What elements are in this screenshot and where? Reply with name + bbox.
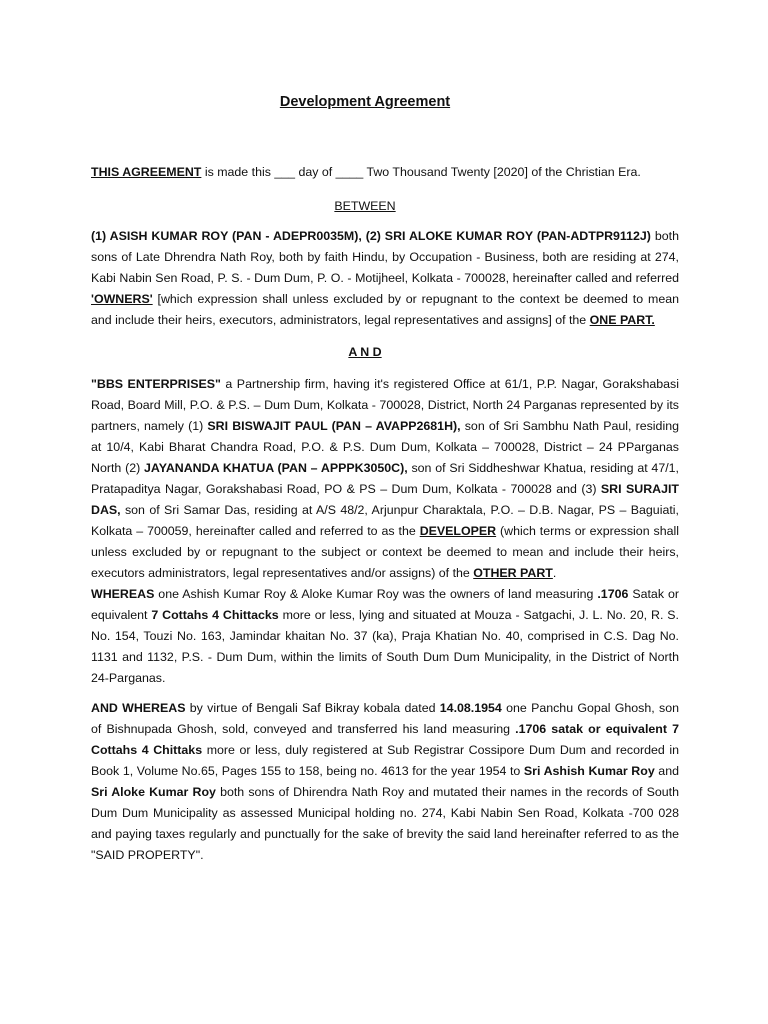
developer-text-2: son of Sri Sambhu Nath Paul, residing at 10/4, Kabi Bharat Chandra Road, P.O. & P.S. Dum Dum, Kolkata – 700028, District – 24 PParganas North (2) [91,419,679,475]
owners-parties: (1) ASISH KUMAR ROY (PAN - ADEPR0035M), (2) SRI ALOKE KUMAR ROY (PAN-ADTPR9112J) [91,229,651,243]
whereas-2-name-1: Sri Ashish Kumar Roy [523,764,655,778]
intro-paragraph [91,162,679,183]
owners-text-1: both sons of Late Dhrendra Nath Roy, both by faith Hindu, by Occupation - Business, both are residing at 274, Kabi Nabin Sen Road, P. S. - Dum Dum, P. O. - Motijheel, Kolkata - 700028, hereinafter called and referred [91,229,679,285]
whereas-1-area-2: 7 Cottahs 4 Chittacks [151,608,279,622]
developer-text-5: (which terms or expression shall unless excluded by or repugnant to the subject or context be deemed to mean and include their heirs, executors administrators, legal representatives and/or assigns) of the [91,524,680,580]
intro-lead: THIS AGREEMENT [91,165,202,179]
whereas-2-text-2: one Panchu Gopal Ghosh, son of Bishnupada Ghosh, sold, conveyed and transferred his land measuring [91,701,679,736]
partner-3: SRI SURAJIT DAS, [91,482,679,517]
document-title: Development Agreement [279,94,451,110]
whereas-2-text-4: and [654,764,679,778]
whereas-2-text-1: by virtue of Bengali Saf Bikray kobala dated [185,701,440,715]
developer-text-1: a Partnership firm, having it's registered Office at 61/1, P.P. Nagar, Gorakshabasi Road, Board Mill, P.O. & P.S. – Dum Dum, Kolkata - 700028, District, North 24 Parganas represented by its partners, namely (1) [91,377,679,433]
whereas-paragraph-1 [91,584,679,689]
one-part-label: ONE PART. [589,313,655,327]
whereas-2-area: .1706 satak or equivalent 7 Cottahs 4 Chittaks [91,722,680,757]
developer-text-3: son of Sri Siddheshwar Khatua, residing at 47/1, Pratapaditya Nagar, Gorakshabasi Road, PO & PS – Dum Dum, Kolkata - 700028 and (3) [91,461,679,496]
developer-text-6: . [552,566,557,580]
owners-text-2: [which expression shall unless excluded by or repugnant to the context be deemed to mean and include their heirs, executors, administrators, legal representatives and assigns] of the [91,292,679,327]
partner-2: JAYANANDA KHATUA (PAN – APPPK3050C), [144,461,408,475]
owners-paragraph [91,226,679,331]
whereas-2-text-3: more or less, duly registered at Sub Registrar Cossipore Dum Dum and recorded in Book 1, Volume No.65, Pages 155 to 158, being no. 4613 for the year 1954 to [91,743,679,778]
partner-1: SRI BISWAJIT PAUL (PAN – AVAPP2681H), [207,419,461,433]
whereas-2-date: 14.08.1954 [439,701,502,715]
between-heading: BETWEEN [334,199,396,213]
intro-text: is made this ___ day of ____ Two Thousand Twenty [2020] of the Christian Era. [201,165,641,179]
whereas-paragraph-2 [91,698,679,866]
whereas-1-text-1: one Ashish Kumar Roy & Aloke Kumar Roy was the owners of land measuring [154,587,598,601]
owners-label: 'OWNERS' [91,292,153,306]
and-heading: A N D [348,345,382,359]
whereas-1-text-3: more or less, lying and situated at Mouza - Satgachi, J. L. No. 20, R. S. No. 154, Touzi No. 163, Jamindar khaitan No. 37 (ka), Praja Khatian No. 40, comprised in C.S. Dag No. 1131 and 1132, P.S. - Dum Dum, within the limits of South Dum Dum Municipality, in the District of North 24-Parganas. [91,608,679,685]
developer-label: DEVELOPER [419,524,497,538]
developer-text-4: son of Sri Samar Das, residing at A/S 48/2, Arjunpur Charaktala, P.O. – D.B. Nagar, PS – Baguiati, Kolkata – 700059, hereinafter called and referred to as the [91,503,679,538]
whereas-1-area: .1706 [597,587,629,601]
whereas-1-lead: WHEREAS [91,587,155,601]
whereas-2-name-2: Sri Aloke Kumar Roy [91,785,216,799]
whereas-2-text-5: both sons of Dhirendra Nath Roy and mutated their names in the records of South Dum Dum Municipality as assessed Municipal holding no. 274, Kabi Nabin Sen Road, Kolkata -700 028 and paying taxes regularly and punctually for the sake of brevity the said land hereinafter referred to as the "SAID PROPERTY". [91,785,680,862]
whereas-2-lead: AND WHEREAS [91,701,186,715]
developer-paragraph [91,374,679,584]
whereas-1-text-2: Satak or equivalent [91,587,679,622]
other-part-label: OTHER PART [473,566,553,580]
developer-firm: "BBS ENTERPRISES" [91,377,221,391]
